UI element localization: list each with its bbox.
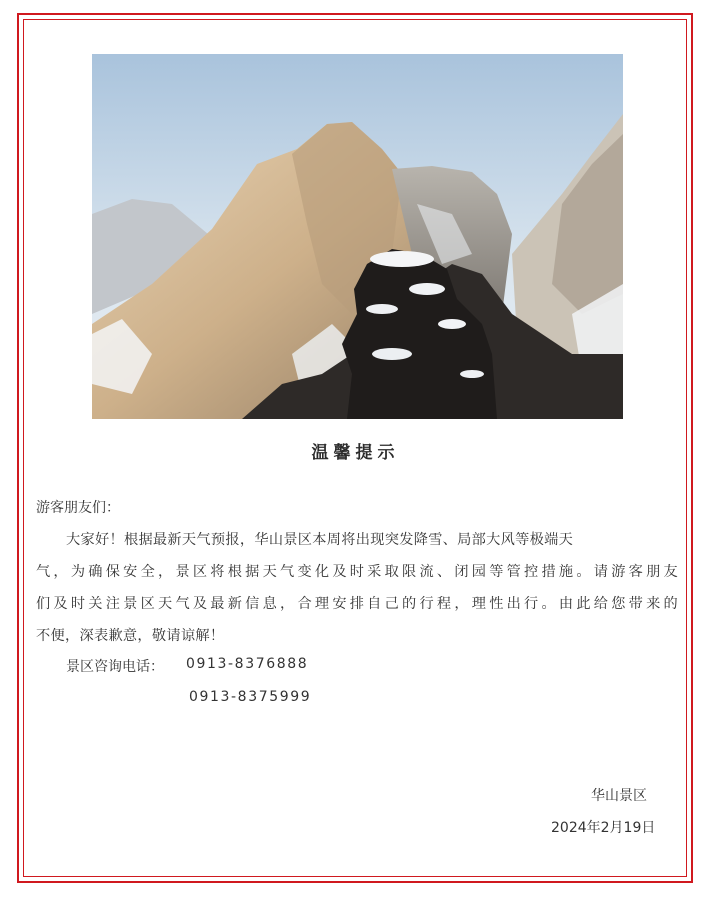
notice-title: 温馨提示 bbox=[311, 443, 400, 463]
signature: 华山景区 bbox=[591, 788, 647, 804]
paragraph-line-3: 们及时关注景区天气及最新信息，合理安排自己的行程，理性出行。由此给您带来的 bbox=[36, 596, 678, 612]
phone-label: 景区咨询电话： bbox=[66, 659, 164, 675]
paragraph-line-1: 大家好！根据最新天气预报，华山景区本周将出现突发降雪、局部大风等极端天 bbox=[66, 532, 574, 548]
date: 2024年2月19日 bbox=[551, 820, 656, 836]
phone-number-1: 0913-8376888 bbox=[186, 656, 309, 672]
greeting: 游客朋友们： bbox=[36, 500, 120, 516]
phone-number-2: 0913-8375999 bbox=[189, 689, 312, 705]
paragraph-line-2: 气，为确保安全，景区将根据天气变化及时采取限流、闭园等管控措施。请游客朋友 bbox=[36, 564, 678, 580]
paragraph-line-4: 不便，深表歉意，敬请谅解！ bbox=[36, 628, 225, 644]
snow-mountain-photo bbox=[92, 54, 623, 419]
